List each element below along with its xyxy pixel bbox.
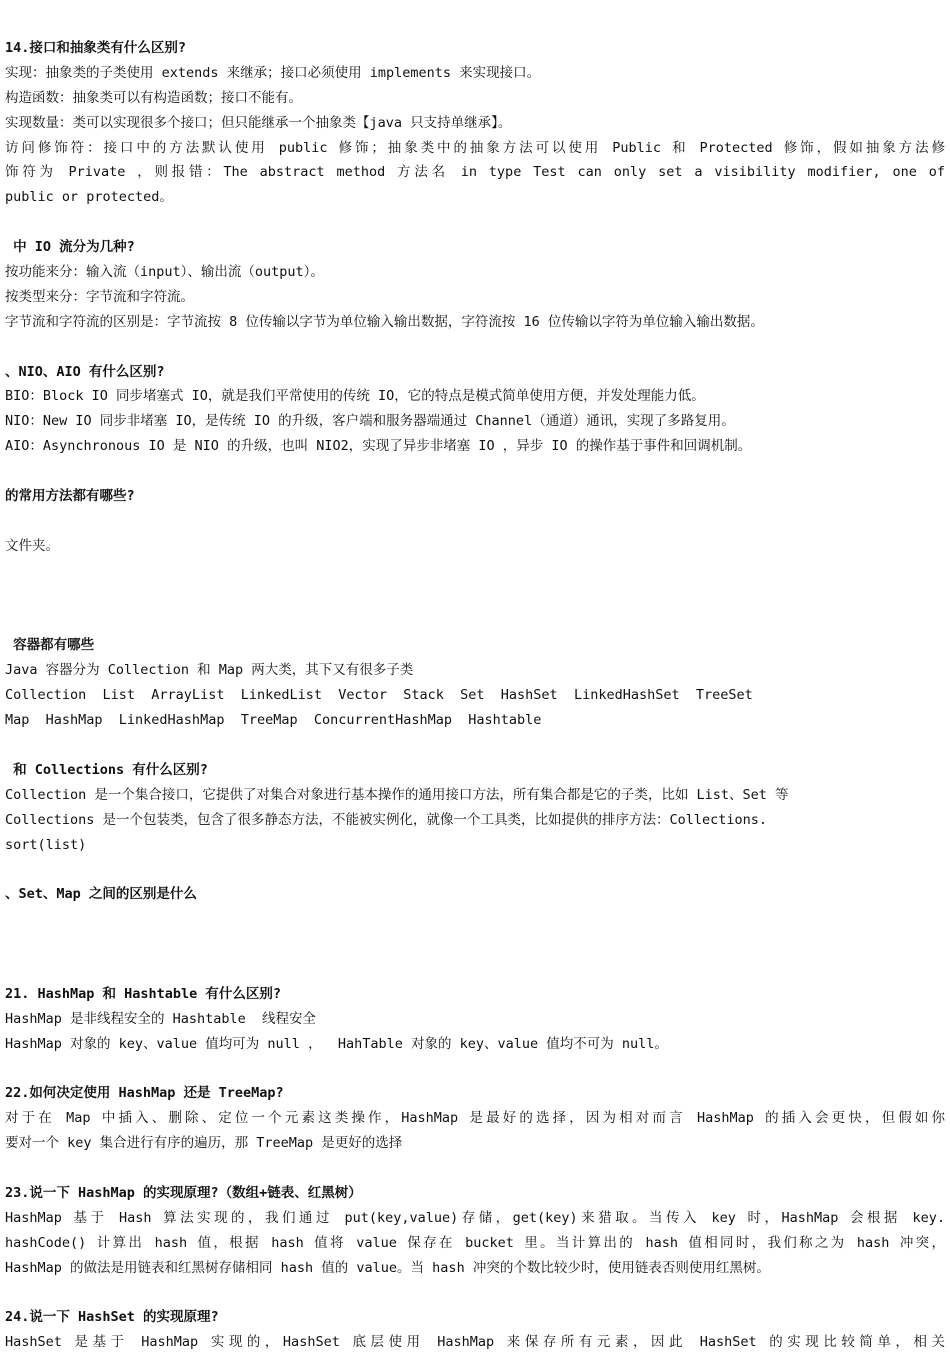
paragraph-line: 实现数量：类可以实现很多个接口；但只能继承一个抽象类【java 只支持单继承】。 [5,114,512,131]
paragraph-line: Collection List ArrayList LinkedList Vector Stack Set HashSet LinkedHashSet TreeSet [5,687,753,704]
paragraph-line: 字节流和字符流的区别是：字节流按 8 位传输以字节为单位输入输出数据，字符流按 16 位传输以字符为单位输入输出数据。 [5,313,764,330]
section-heading-collections: 和 Collections 有什么区别? [5,761,208,778]
files-row [5,509,945,534]
document-page [5,36,945,1355]
paragraph-line: HashMap 基于 Hash 算法实现的，我们通过 put(key,value)存储，get(key)来猎取。当传入 key 时，HashMap 会根据 key. [5,1209,945,1226]
section-heading-setmap: 、Set、Map 之间的区别是什么 [5,886,197,903]
paragraph-line: Java 容器分为 Collection 和 Map 两大类，其下又有很多子类 [5,662,414,679]
section-heading-23: 23.说一下 HashMap 的实现原理?（数组+链表、红黑树） [5,1184,362,1201]
paragraph-line: 饰符为 Private ，则报错：The abstract method 方法名 in type Test can only set a visibility modifier, one of [5,164,945,181]
section-heading-io: 中 IO 流分为几种? [5,239,135,256]
paragraph-line: 构造函数：抽象类可以有构造函数；接口不能有。 [5,89,302,106]
paragraph-line: 对于在 Map 中插入、删除、定位一个元素这类操作，HashMap 是最好的选择，因为相对而言 HashMap 的插入会更快，但假如你 [5,1110,945,1127]
section-heading-containers: 容器都有哪些 [5,637,95,654]
paragraph-line: public or protected。 [5,189,173,206]
section-heading-14: 14.接口和抽象类有什么区别? [5,40,187,56]
section-heading-22: 22.如何决定使用 HashMap 还是 TreeMap? [5,1085,284,1102]
paragraph-line: 按类型来分：字节流和字符流。 [5,288,194,305]
paragraph-line: Collections 是一个包装类，包含了很多静态方法，不能被实例化，就像一个工具类，比如提供的排序方法：Collections. [5,811,768,828]
paragraph-line: sort(list) [5,836,87,853]
paragraph-line: 实现：抽象类的子类使用 extends 来继承；接口必须使用 implements 来实现接口。 [5,64,541,81]
paragraph-line: HashMap 的做法是用链表和红黑树存储相同 hash 值的 value。当 hash 冲突的个数比较少时，使用链表否则使用红黑树。 [5,1259,770,1276]
section-heading-nio: 、NIO、AIO 有什么区别? [5,363,165,380]
paragraph-line: 要对一个 key 集合进行有序的遍历，那 TreeMap 是更好的选择 [5,1135,403,1152]
paragraph-line: Map HashMap LinkedHashMap TreeMap ConcurrentHashMap Hashtable [5,712,542,729]
paragraph-line: hashCode() 计算出 hash 值，根据 hash 值将 value 保存在 bucket 里。当计算出的 hash 值相同时，我们称之为 hash 冲突， [5,1234,945,1251]
paragraph-line: HashMap 是非线程安全的 Hashtable 线程安全 [5,1010,317,1027]
paragraph-line: HashSet 是基于 HashMap 实现的，HashSet 底层使用 HashMap 来保存所有元素，因此 HashSet 的实现比较简单，相关 [5,1334,945,1351]
paragraph-line: HashMap 对象的 key、value 值均可为 null ， HahTable 对象的 key、value 值均不可为 null。 [5,1035,668,1052]
files-row [5,584,945,609]
paragraph-line: NIO：New IO 同步非堵塞 IO，是传统 IO 的升级，客户端和服务器端通过 Channel（通道）通讯，实现了多路复用。 [5,413,735,430]
section-heading-files: 的常用方法都有哪些? [5,488,135,505]
paragraph-line: 访问修饰符：接口中的方法默认使用 public 修饰；抽象类中的抽象方法可以使用 Public 和 Protected 修饰，假如抽象方法修 [5,139,945,156]
files-row [5,559,945,584]
paragraph-line: BIO：Block IO 同步堵塞式 IO，就是我们平常使用的传统 IO，它的特点是模式简单使用方便，并发处理能力低。 [5,388,705,405]
section-heading-24: 24.说一下 HashSet 的实现原理? [5,1309,219,1326]
paragraph-line: Collection 是一个集合接口，它提供了对集合对象进行基本操作的通用接口方法，所有集合都是它的子类，比如 List、Set 等 [5,786,789,803]
paragraph-line: 按功能来分：输入流（input）、输出流（output）。 [5,264,324,281]
paragraph-line: 文件夹。 [5,537,59,554]
section-heading-21: 21. HashMap 和 Hashtable 有什么区别? [5,985,282,1002]
paragraph-line: AIO：Asynchronous IO 是 NIO 的升级，也叫 NIO2，实现了异步非堵塞 IO ，异步 IO 的操作基于事件和回调机制。 [5,438,752,455]
